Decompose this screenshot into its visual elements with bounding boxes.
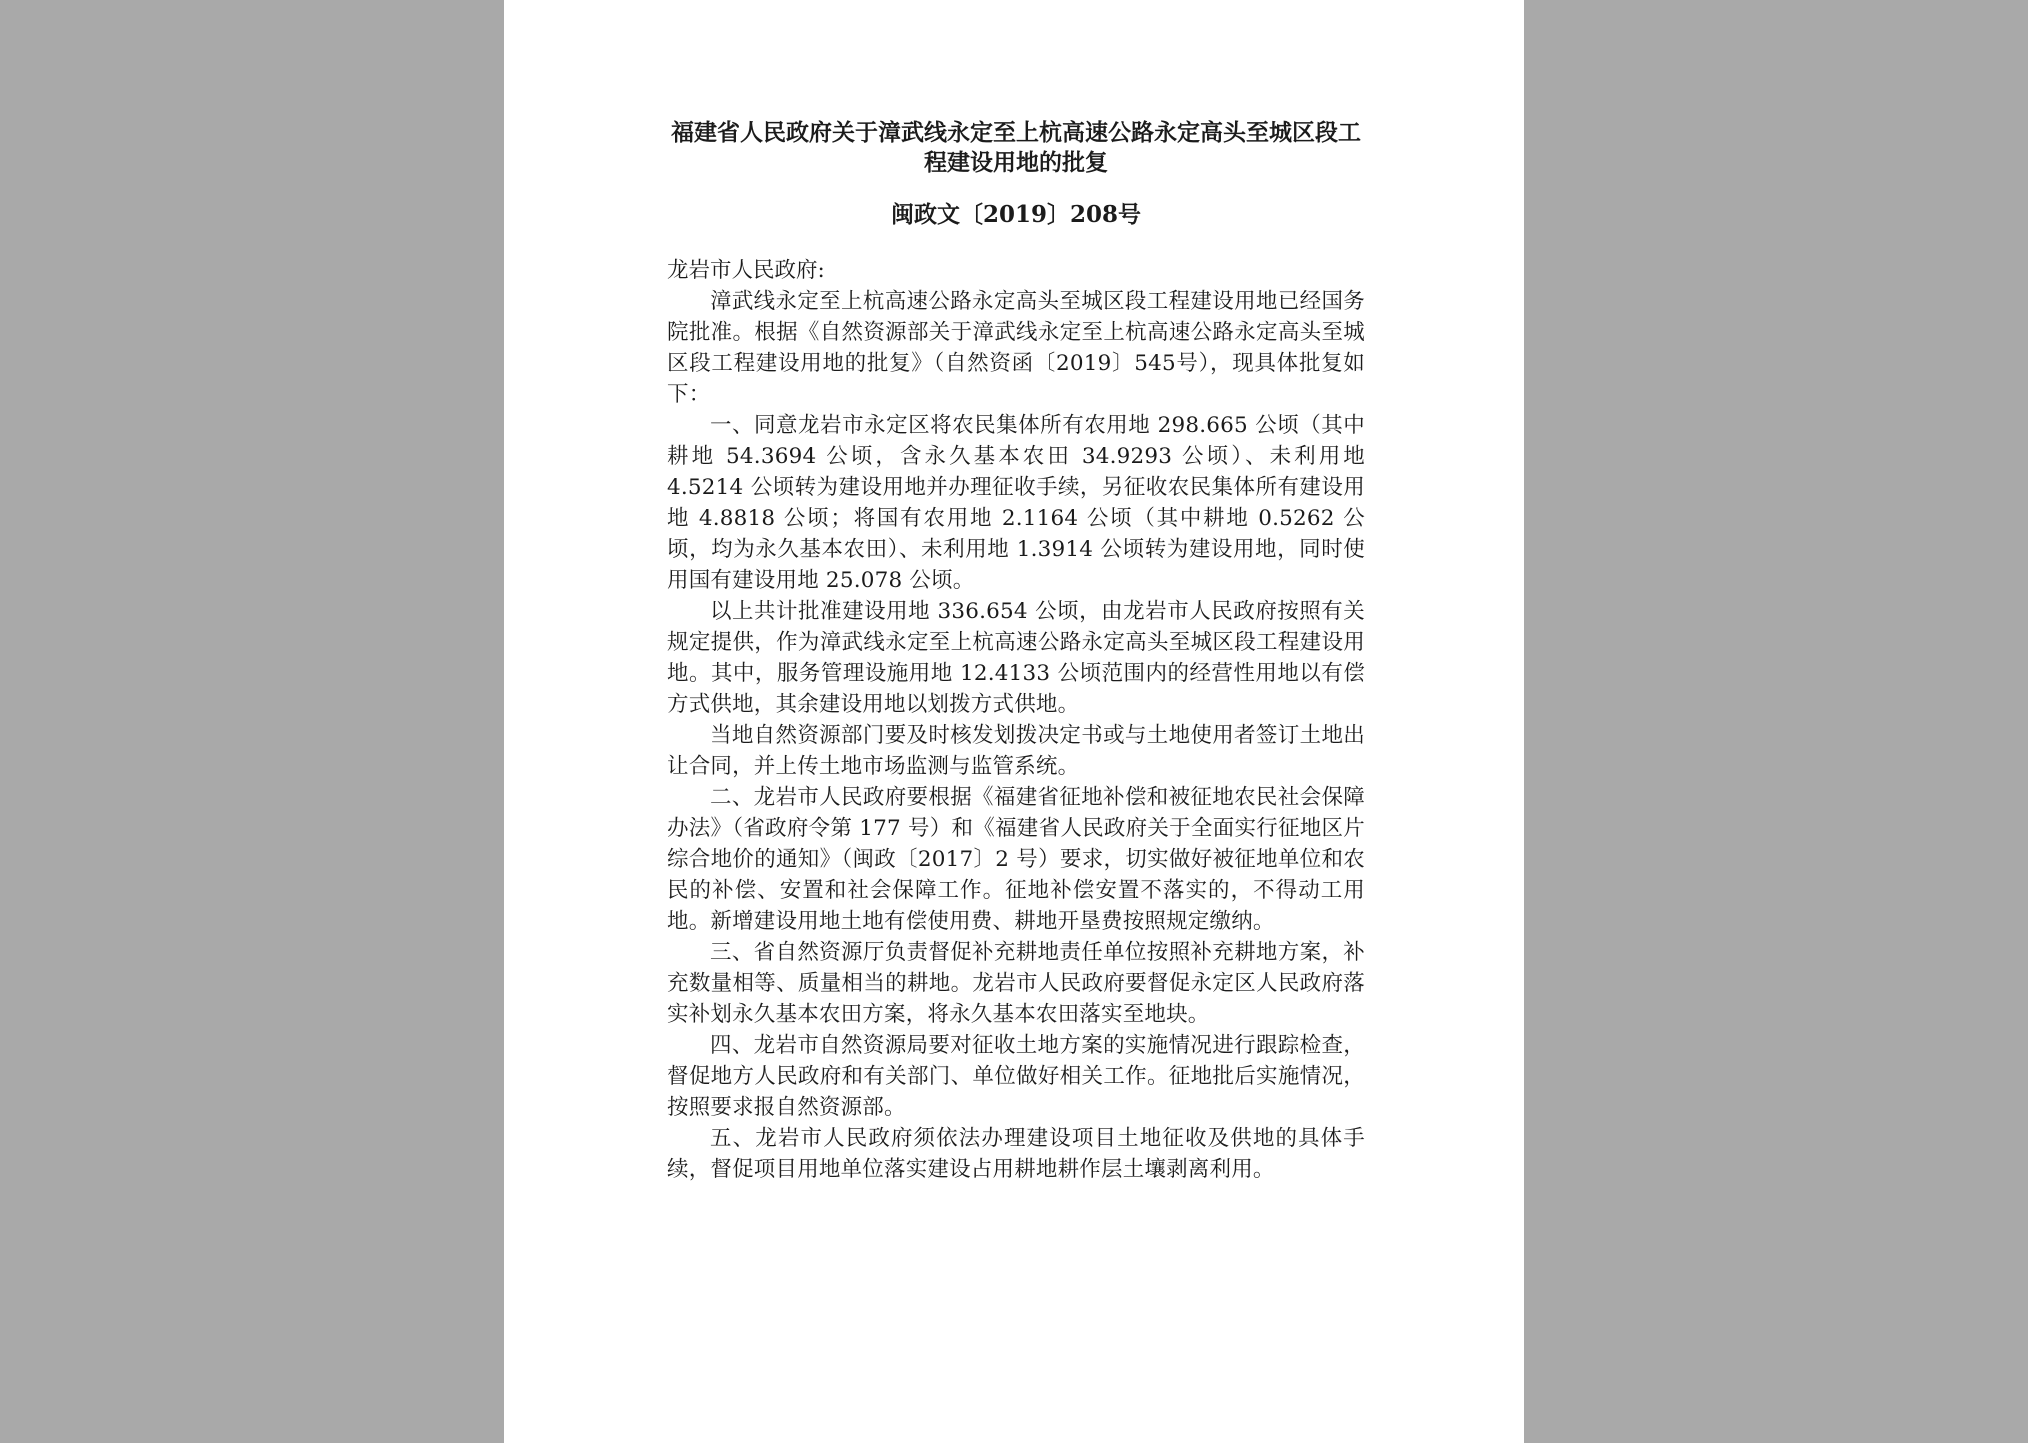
- paragraph: 四、龙岩市自然资源局要对征收土地方案的实施情况进行跟踪检查，督促地方人民政府和有关部门、单位做好相关工作。征地批后实施情况，按照要求报自然资源部。: [667, 1033, 1365, 1120]
- paragraph: 一、同意龙岩市永定区将农民集体所有农用地 298.665 公顷（其中耕地 54.3694 公顷，含永久基本农田 34.9293 公顷）、未利用地 4.5214 公顷转为建设用地并办理征收手续，另征收农民集体所有建设用地 4.8818 公顷；将国有农用地 2.1164 公顷（其中耕地 0.5262 公顷，均为永久基本农田）、未利用地 1.3914 公顷转为建设用地，同时使用国有建设用地 25.078 公顷。: [667, 413, 1365, 593]
- paragraph: 当地自然资源部门要及时核发划拨决定书或与土地使用者签订土地出让合同，并上传土地市场监测与监管系统。: [667, 723, 1365, 779]
- document-page: [504, 0, 1524, 1443]
- paragraph: 五、龙岩市人民政府须依法办理建设项目土地征收及供地的具体手续，督促项目用地单位落实建设占用耕地耕作层土壤剥离利用。: [667, 1126, 1365, 1182]
- paragraph: 三、省自然资源厅负责督促补充耕地责任单位按照补充耕地方案，补充数量相等、质量相当的耕地。龙岩市人民政府要督促永定区人民政府落实补划永久基本农田方案，将永久基本农田落实至地块。: [667, 940, 1365, 1027]
- document-body: [667, 118, 1365, 1185]
- paragraph: 以上共计批准建设用地 336.654 公顷，由龙岩市人民政府按照有关规定提供，作为漳武线永定至上杭高速公路永定高头至城区段工程建设用地。其中，服务管理设施用地 12.4133 公顷范围内的经营性用地以有偿方式供地，其余建设用地以划拨方式供地。: [667, 599, 1365, 717]
- paragraph: 漳武线永定至上杭高速公路永定高头至城区段工程建设用地已经国务院批准。根据《自然资源部关于漳武线永定至上杭高速公路永定高头至城区段工程建设用地的批复》（自然资函〔2019〕545号），现具体批复如下：: [667, 289, 1365, 407]
- salutation: 龙岩市人民政府:: [667, 258, 825, 283]
- paragraph: 二、龙岩市人民政府要根据《福建省征地补偿和被征地农民社会保障办法》（省政府令第 177 号）和《福建省人民政府关于全面实行征地区片综合地价的通知》（闽政〔2017〕2 号）要求，切实做好被征地单位和农民的补偿、安置和社会保障工作。征地补偿安置不落实的，不得动工用地。新增建设用地土地有偿使用费、耕地开垦费按照规定缴纳。: [667, 785, 1365, 934]
- document-title: 福建省人民政府关于漳武线永定至上杭高速公路永定高头至城区段工程建设用地的批复: [671, 119, 1361, 176]
- document-number: 闽政文〔2019〕208号: [890, 201, 1142, 228]
